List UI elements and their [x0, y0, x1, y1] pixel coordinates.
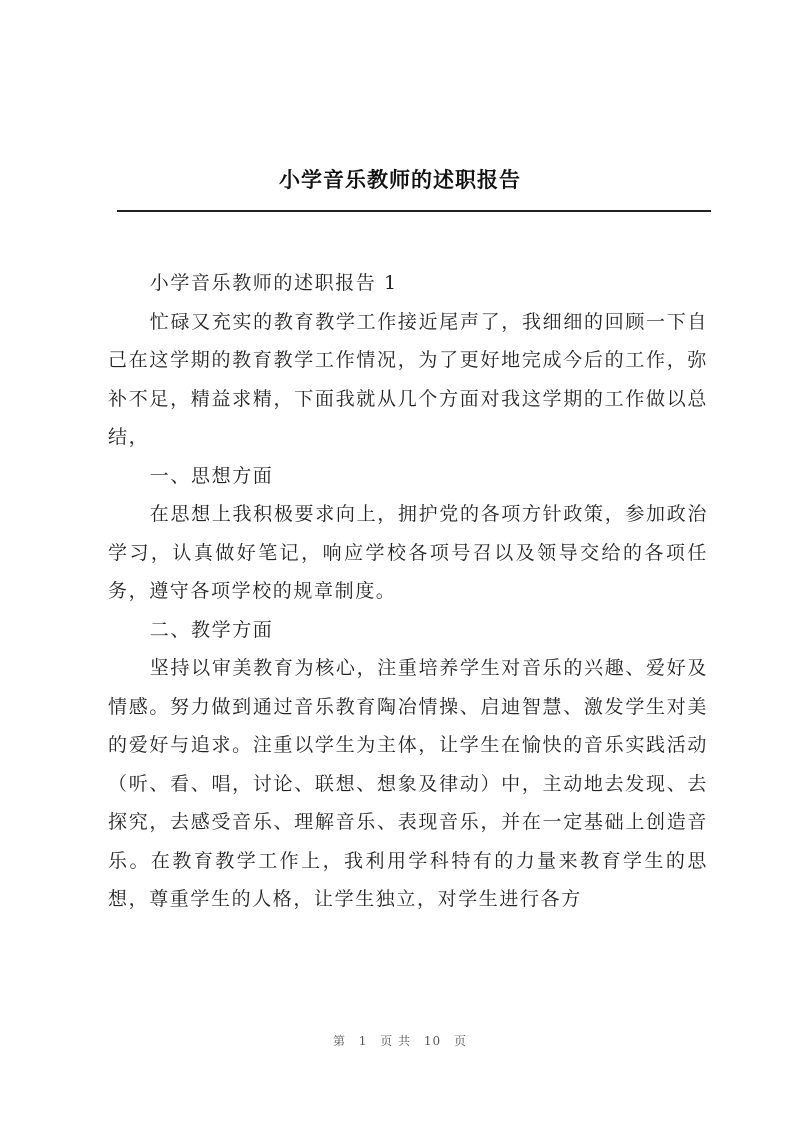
page-footer	[0, 1032, 800, 1049]
document-body	[108, 264, 708, 919]
footer-label-pages: 页	[454, 1034, 468, 1048]
footer-label-of: 页 共	[380, 1034, 412, 1048]
paragraph: 忙碌又充实的教育教学工作接近尾声了，我细细的回顾一下自己在这学期的教育教学工作情况，为了更好地完成今后的工作，弥补不足，精益求精，下面我就从几个方面对我这学期的工作做以总结，	[108, 310, 708, 448]
footer-current-page: 1	[358, 1034, 368, 1048]
section-heading: 二、教学方面	[149, 618, 274, 641]
footer-total-pages: 10	[423, 1034, 442, 1048]
section-heading: 小学音乐教师的述职报告 1	[149, 272, 398, 294]
section-heading: 一、思想方面	[149, 464, 274, 487]
page-title: 小学音乐教师的述职报告	[279, 167, 521, 192]
paragraph: 在思想上我积极要求向上，拥护党的各项方针政策，参加政治学习，认真做好笔记，响应学校各项号召以及领导交给的各项任务，遵守各项学校的规章制度。	[108, 503, 708, 602]
title-divider	[117, 210, 711, 212]
footer-label-page: 第	[332, 1034, 346, 1048]
paragraph: 坚持以审美教育为核心，注重培养学生对音乐的兴趣、爱好及情感。努力做到通过音乐教育陶冶情操、启迪智慧、激发学生对美的爱好与追求。注重以学生为主体，让学生在愉快的音乐实践活动（听、看、唱，讨论、联想、想象及律动）中，主动地去发现、去探究，去感受音乐、理解音乐、表现音乐，并在一定基础上创造音乐。在教育教学工作上，我利用学科特有的力量来教育学生的思想，尊重学生的人格，让学生独立，对学生进行各方	[108, 657, 708, 910]
